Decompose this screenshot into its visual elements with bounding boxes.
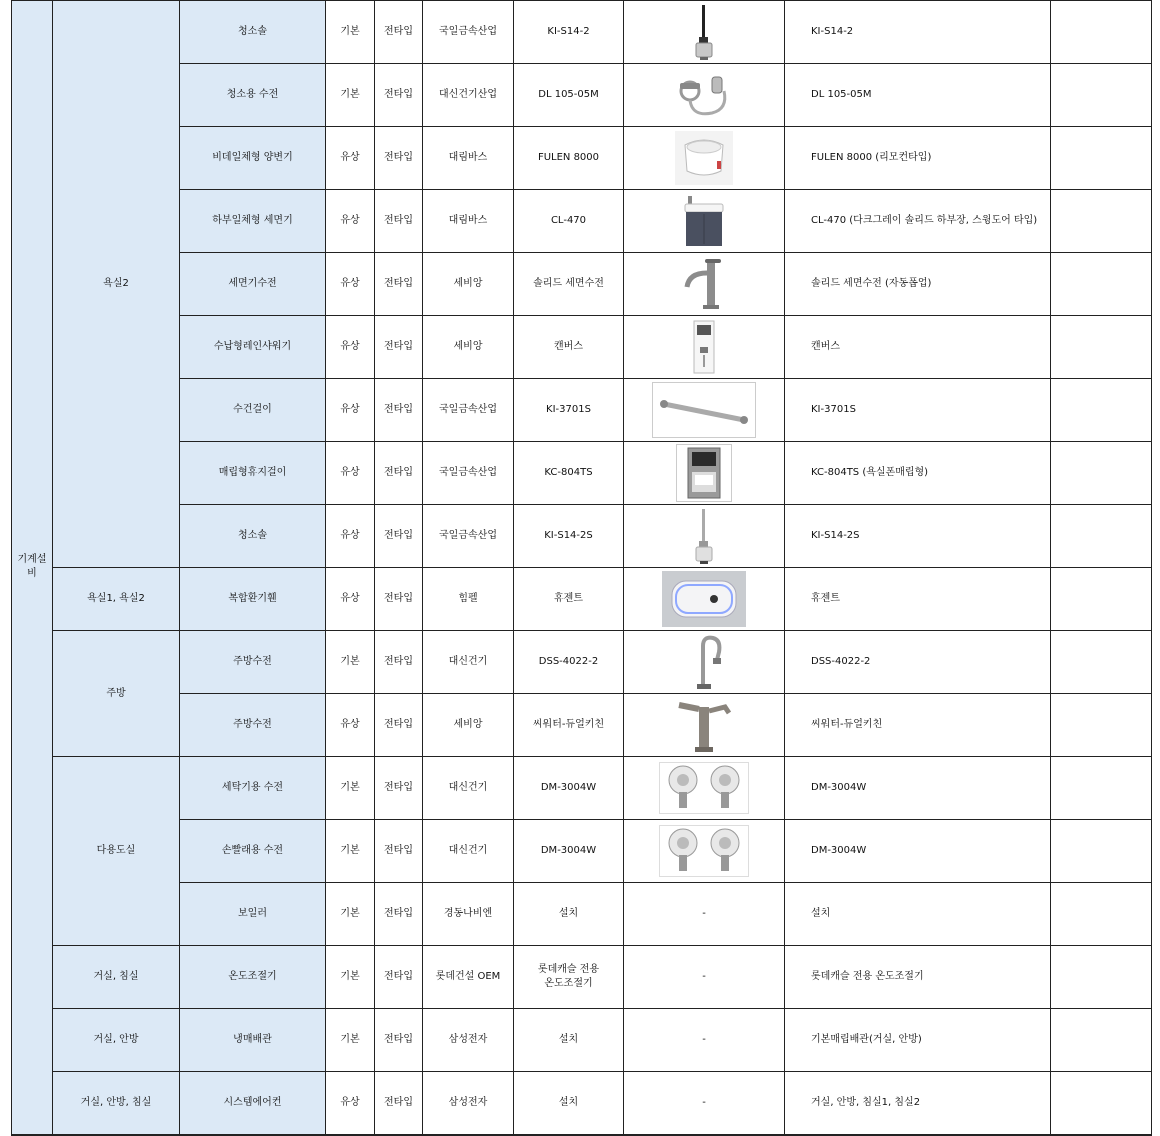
table-row [12,316,1152,379]
item-cell: 하부일체형 세면기 [180,190,326,253]
table-row [12,820,1152,883]
table-row [12,946,1152,1009]
remark-cell [1051,316,1152,379]
paper-holder-icon [676,444,732,502]
note-cell: 씨워터-듀얼키친 [785,694,1051,757]
spray-faucet-icon [672,69,736,121]
maker-cell: 세비앙 [423,316,514,379]
remark-cell [1051,379,1152,442]
remark-cell [1051,568,1152,631]
note-cell: KC-804TS (욕실폰매립형) [785,442,1051,505]
remark-cell [1051,253,1152,316]
note-cell: DM-3004W [785,757,1051,820]
model-cell: DM-3004W [514,757,624,820]
location-cell: 다용도실 [53,757,180,946]
maker-cell: 대신건기산업 [423,64,514,127]
category-cell: 기계설비 [12,1,53,1135]
ventilation-fan-icon [662,571,746,627]
type-cell: 기본 [326,946,375,1009]
image-cell [624,253,785,316]
image-cell [624,631,785,694]
remark-cell [1051,694,1152,757]
scope-cell: 전타입 [375,64,423,127]
type-cell: 유상 [326,442,375,505]
spec-table [11,0,1152,1136]
model-cell: 캔버스 [514,316,624,379]
table-row [12,1072,1152,1135]
remark-cell [1051,1,1152,64]
scope-cell: 전타입 [375,1072,423,1135]
maker-cell: 국일금속산업 [423,1,514,64]
maker-cell: 경동나비엔 [423,883,514,946]
dual-kitchen-faucet-icon [673,697,735,753]
note-cell: 거실, 안방, 침실1, 침실2 [785,1072,1051,1135]
item-cell: 청소솔 [180,1,326,64]
basin-faucet-icon [679,257,729,311]
maker-cell: 힘펠 [423,568,514,631]
scope-cell: 전타입 [375,253,423,316]
type-cell: 유상 [326,694,375,757]
image-cell [624,568,785,631]
remark-cell [1051,127,1152,190]
scope-cell: 전타입 [375,631,423,694]
model-cell: DSS-4022-2 [514,631,624,694]
item-cell: 냉매배관 [180,1009,326,1072]
note-cell: KI-3701S [785,379,1051,442]
maker-cell: 삼성전자 [423,1009,514,1072]
image-cell [624,442,785,505]
model-cell: KI-S14-2S [514,505,624,568]
image-cell [624,379,785,442]
maker-cell: 국일금속산업 [423,379,514,442]
toilet-brush-icon [691,507,717,565]
table-row [12,757,1152,820]
table-row [12,190,1152,253]
image-cell [624,820,785,883]
item-cell: 수건걸이 [180,379,326,442]
maker-cell: 세비앙 [423,253,514,316]
vanity-cabinet-icon [684,194,724,248]
remark-cell [1051,442,1152,505]
image-cell: - [624,883,785,946]
type-cell: 기본 [326,883,375,946]
image-cell: - [624,946,785,1009]
rain-shower-icon [691,319,717,375]
model-cell: 설치 [514,1072,624,1135]
note-cell: DL 105-05M [785,64,1051,127]
location-cell: 욕실2 [53,1,180,568]
note-cell: 롯데캐슬 전용 온도조절기 [785,946,1051,1009]
table-row [12,379,1152,442]
table-row [12,1009,1152,1072]
scope-cell: 전타입 [375,568,423,631]
type-cell: 기본 [326,64,375,127]
scope-cell: 전타입 [375,820,423,883]
location-cell: 거실, 안방 [53,1009,180,1072]
scope-cell: 전타입 [375,190,423,253]
model-cell: KI-S14-2 [514,1,624,64]
item-cell: 청소솔 [180,505,326,568]
scope-cell: 전타입 [375,757,423,820]
remark-cell [1051,820,1152,883]
type-cell: 기본 [326,1,375,64]
towel-bar-icon [652,382,756,438]
table-row [12,505,1152,568]
type-cell: 기본 [326,1009,375,1072]
image-cell: - [624,1072,785,1135]
remark-cell [1051,883,1152,946]
model-cell: 씨워터-듀얼키친 [514,694,624,757]
maker-cell: 대신건기 [423,757,514,820]
remark-cell [1051,1072,1152,1135]
remark-cell [1051,946,1152,1009]
remark-cell [1051,190,1152,253]
note-cell: 솔리드 세면수전 (자동폽업) [785,253,1051,316]
model-cell: DM-3004W [514,820,624,883]
scope-cell: 전타입 [375,127,423,190]
item-cell: 보일러 [180,883,326,946]
item-cell: 청소용 수전 [180,64,326,127]
maker-cell: 대림바스 [423,190,514,253]
model-cell: 설치 [514,883,624,946]
model-cell: CL-470 [514,190,624,253]
scope-cell: 전타입 [375,505,423,568]
maker-cell: 삼성전자 [423,1072,514,1135]
image-cell: - [624,1009,785,1072]
location-cell: 욕실1, 욕실2 [53,568,180,631]
image-cell [624,64,785,127]
scope-cell: 전타입 [375,1,423,64]
note-cell: 기본매립배관(거실, 안방) [785,1009,1051,1072]
type-cell: 유상 [326,505,375,568]
model-cell: FULEN 8000 [514,127,624,190]
note-cell: FULEN 8000 (리모컨타입) [785,127,1051,190]
item-cell: 손빨래용 수전 [180,820,326,883]
scope-cell: 전타입 [375,694,423,757]
remark-cell [1051,631,1152,694]
type-cell: 유상 [326,190,375,253]
remark-cell [1051,1009,1152,1072]
table-row [12,694,1152,757]
scope-cell: 전타입 [375,379,423,442]
washer-valve-icon [659,825,749,877]
note-cell: 설치 [785,883,1051,946]
scope-cell: 전타입 [375,316,423,379]
item-cell: 수납형레인샤워기 [180,316,326,379]
type-cell: 유상 [326,1072,375,1135]
remark-cell [1051,505,1152,568]
location-cell: 주방 [53,631,180,757]
item-cell: 온도조절기 [180,946,326,1009]
note-cell: KI-S14-2 [785,1,1051,64]
item-cell: 주방수전 [180,631,326,694]
maker-cell: 국일금속산업 [423,505,514,568]
type-cell: 유상 [326,316,375,379]
item-cell: 세탁기용 수전 [180,757,326,820]
image-cell [624,505,785,568]
maker-cell: 대신건기 [423,631,514,694]
spec-sheet [11,0,1152,1136]
scope-cell: 전타입 [375,883,423,946]
maker-cell: 대신건기 [423,820,514,883]
kitchen-faucet-icon [683,634,725,690]
location-cell: 거실, 침실 [53,946,180,1009]
model-cell: KC-804TS [514,442,624,505]
item-cell: 세면기수전 [180,253,326,316]
item-cell: 비데일체형 양변기 [180,127,326,190]
table-row [12,1,1152,64]
type-cell: 기본 [326,631,375,694]
bidet-toilet-icon [675,131,733,185]
note-cell: 휴젠트 [785,568,1051,631]
maker-cell: 세비앙 [423,694,514,757]
scope-cell: 전타입 [375,442,423,505]
type-cell: 기본 [326,820,375,883]
image-cell [624,757,785,820]
table-row [12,64,1152,127]
table-row [12,253,1152,316]
note-cell: DM-3004W [785,820,1051,883]
table-row [12,631,1152,694]
maker-cell: 롯데건설 OEM [423,946,514,1009]
model-cell: DL 105-05M [514,64,624,127]
maker-cell: 대림바스 [423,127,514,190]
model-cell: 휴젠트 [514,568,624,631]
washer-valve-icon [659,762,749,814]
table-row [12,442,1152,505]
image-cell [624,190,785,253]
model-cell: 솔리드 세면수전 [514,253,624,316]
note-cell: 캔버스 [785,316,1051,379]
toilet-brush-icon [691,3,717,61]
item-cell: 시스템에어컨 [180,1072,326,1135]
model-cell: KI-3701S [514,379,624,442]
location-cell: 거실, 안방, 침실 [53,1072,180,1135]
item-cell: 복합환기휀 [180,568,326,631]
type-cell: 유상 [326,253,375,316]
type-cell: 기본 [326,757,375,820]
image-cell [624,694,785,757]
image-cell [624,316,785,379]
type-cell: 유상 [326,127,375,190]
image-cell [624,1,785,64]
model-cell: 설치 [514,1009,624,1072]
table-row [12,568,1152,631]
table-row [12,127,1152,190]
remark-cell [1051,64,1152,127]
maker-cell: 국일금속산업 [423,442,514,505]
remark-cell [1051,757,1152,820]
item-cell: 매립형휴지걸이 [180,442,326,505]
image-cell [624,127,785,190]
type-cell: 유상 [326,379,375,442]
table-row [12,883,1152,946]
scope-cell: 전타입 [375,946,423,1009]
note-cell: CL-470 (다크그레이 솔리드 하부장, 스윙도어 타입) [785,190,1051,253]
type-cell: 유상 [326,568,375,631]
note-cell: KI-S14-2S [785,505,1051,568]
note-cell: DSS-4022-2 [785,631,1051,694]
model-cell: 롯데캐슬 전용 온도조절기 [514,946,624,1009]
scope-cell: 전타입 [375,1009,423,1072]
item-cell: 주방수전 [180,694,326,757]
